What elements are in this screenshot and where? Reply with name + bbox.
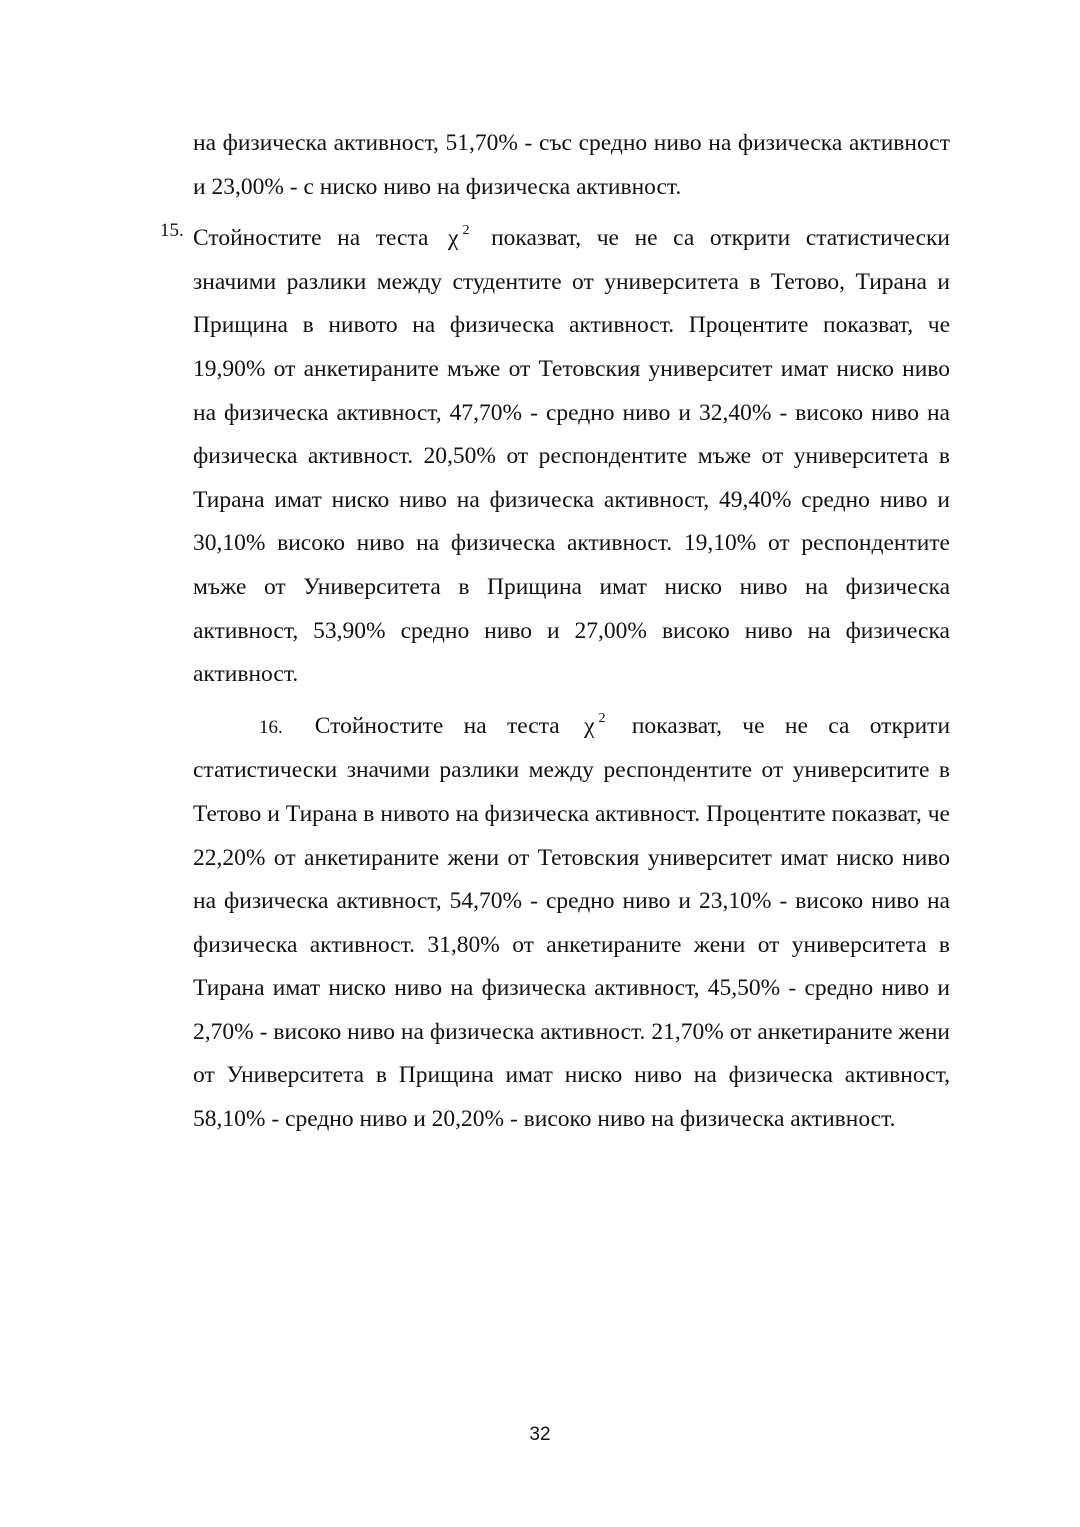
- superscript-2: 2: [598, 710, 606, 726]
- list-item-15: [160, 209, 951, 697]
- chi-symbol: χ: [448, 225, 459, 252]
- list-item-15-text: показват, че не са открити статистически значими разлики между студентите от университета в Тетово, Тирана и Прищина в нивото на физическа активност. Процентите показват, че 19,90% от анкетираните мъже от Тетовския университет имат ниско ниво на физическа активност, 47,70% - средно ниво и 32,40% - високо ниво на физическа активност. 20,50% от респондентите мъже от университета в Тирана имат ниско ниво на физическа активност, 49,40% средно ниво и 30,10% високо ниво на физическа активност. 19,10% от респондентите мъже от Университета в Прищина имат ниско ниво на физическа активност, 53,90% средно ниво и 27,00% високо ниво на физическа активност.: [193, 225, 951, 688]
- superscript-2: 2: [462, 223, 470, 239]
- chi-symbol: χ: [584, 712, 595, 739]
- page-number: 32: [529, 1424, 551, 1445]
- paragraph-continuation-text: на физическа активност, 51,70% - със средно ниво на физическа активност и 23,00% - с ниско ниво на физическа активност.: [193, 130, 950, 200]
- list-item-16-text: показват, че не са открити статистически значими разлики между респондентите от университите в Тетово и Тирана в нивото на физическа активност. Процентите показват, че 22,20% от анкетираните жени от Тетовския университет имат ниско ниво на физическа активност, 54,70% - средно ниво и 23,10% - високо ниво на физическа активност. 31,80% от анкетираните жени от университета в Тирана имат ниско ниво на физическа активност, 45,50% - средно ниво и 2,70% - високо ниво на физическа активност. 21,70% от анкетираните жени от Университета в Прищина имат ниско ниво на физическа активност, 58,10% - средно ниво и 20,20% - високо ниво на физическа активност.: [193, 712, 951, 1133]
- list-item-15-number: 15.: [160, 220, 184, 242]
- list-item-15-lead: Стойностите на теста: [193, 225, 429, 252]
- list-item-16-lead: Стойностите на теста: [314, 712, 560, 739]
- body-text: [160, 122, 951, 1142]
- list-item-16: [193, 697, 950, 1142]
- list-item-16-number: 16.: [259, 716, 283, 738]
- paragraph-continuation: [193, 122, 950, 209]
